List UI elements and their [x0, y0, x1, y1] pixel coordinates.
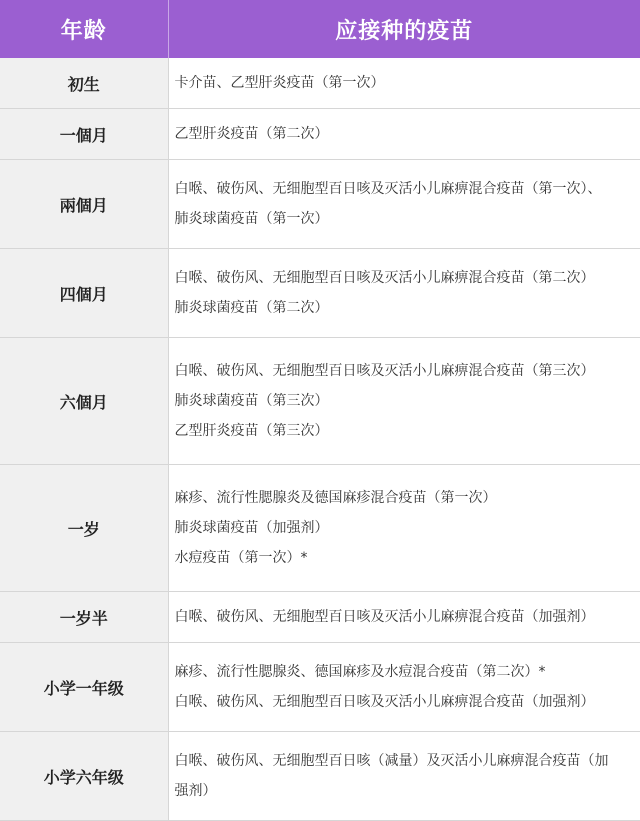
vaccine-cell [168, 58, 640, 109]
table-row [0, 249, 640, 338]
table-row [0, 58, 640, 109]
vaccine-cell [168, 109, 640, 160]
age-cell: 六個月 [0, 338, 168, 465]
age-cell: 小学六年级 [0, 732, 168, 821]
table-row [0, 643, 640, 732]
vaccine-line: 强剂） [174, 783, 217, 799]
vaccine-line: 麻疹、流行性腮腺炎、德国麻疹及水痘混合疫苗（第二次）* [174, 664, 546, 680]
age-cell: 兩個月 [0, 160, 168, 249]
vaccine-line: 白喉、破伤风、无细胞型百日咳及灭活小儿麻痹混合疫苗（第三次） [174, 363, 595, 379]
vaccine-line: 乙型肝炎疫苗（第二次） [174, 126, 329, 142]
vaccine-line: 乙型肝炎疫苗（第三次） [174, 423, 329, 439]
vaccine-line: 白喉、破伤风、无细胞型百日咳及灭活小儿麻痹混合疫苗（第一次）、 [174, 181, 602, 197]
vaccine-line: 白喉、破伤风、无细胞型百日咳及灭活小儿麻痹混合疫苗（第二次） [174, 270, 595, 286]
vaccine-cell [168, 732, 640, 821]
age-cell: 一岁 [0, 465, 168, 592]
vaccine-cell [168, 338, 640, 465]
age-cell: 四個月 [0, 249, 168, 338]
vaccine-cell [168, 465, 640, 592]
age-cell: 一岁半 [0, 592, 168, 643]
vaccine-cell [168, 592, 640, 643]
vaccine-column-header: 应接种的疫苗 [168, 0, 640, 58]
table-row [0, 109, 640, 160]
table-header [0, 0, 640, 58]
vaccine-cell [168, 643, 640, 732]
age-column-header: 年龄 [0, 0, 168, 58]
age-cell: 小学一年级 [0, 643, 168, 732]
vaccine-line: 肺炎球菌疫苗（第一次） [174, 211, 329, 227]
table-row [0, 160, 640, 249]
table-body [0, 58, 640, 821]
age-cell: 一個月 [0, 109, 168, 160]
table-row [0, 592, 640, 643]
header-row [0, 0, 640, 58]
vaccine-cell [168, 249, 640, 338]
table-row [0, 465, 640, 592]
vaccine-line: 肺炎球菌疫苗（加强剂） [174, 520, 329, 536]
vaccine-line: 麻疹、流行性腮腺炎及德国麻疹混合疫苗（第一次） [174, 490, 497, 506]
table-row [0, 338, 640, 465]
vaccine-line: 白喉、破伤风、无细胞型百日咳及灭活小儿麻痹混合疫苗（加强剂） [174, 694, 595, 710]
table-row [0, 732, 640, 821]
vaccine-cell [168, 160, 640, 249]
vaccine-line: 卡介苗、乙型肝炎疫苗（第一次） [174, 75, 385, 91]
vaccine-line: 肺炎球菌疫苗（第二次） [174, 300, 329, 316]
vaccine-line: 肺炎球菌疫苗（第三次） [174, 393, 329, 409]
vaccine-line: 水痘疫苗（第一次）* [174, 550, 308, 566]
vaccine-line: 白喉、破伤风、无细胞型百日咳（减量）及灭活小儿麻痹混合疫苗（加 [174, 753, 609, 769]
vaccine-line: 白喉、破伤风、无细胞型百日咳及灭活小儿麻痹混合疫苗（加强剂） [174, 609, 595, 625]
age-cell: 初生 [0, 58, 168, 109]
